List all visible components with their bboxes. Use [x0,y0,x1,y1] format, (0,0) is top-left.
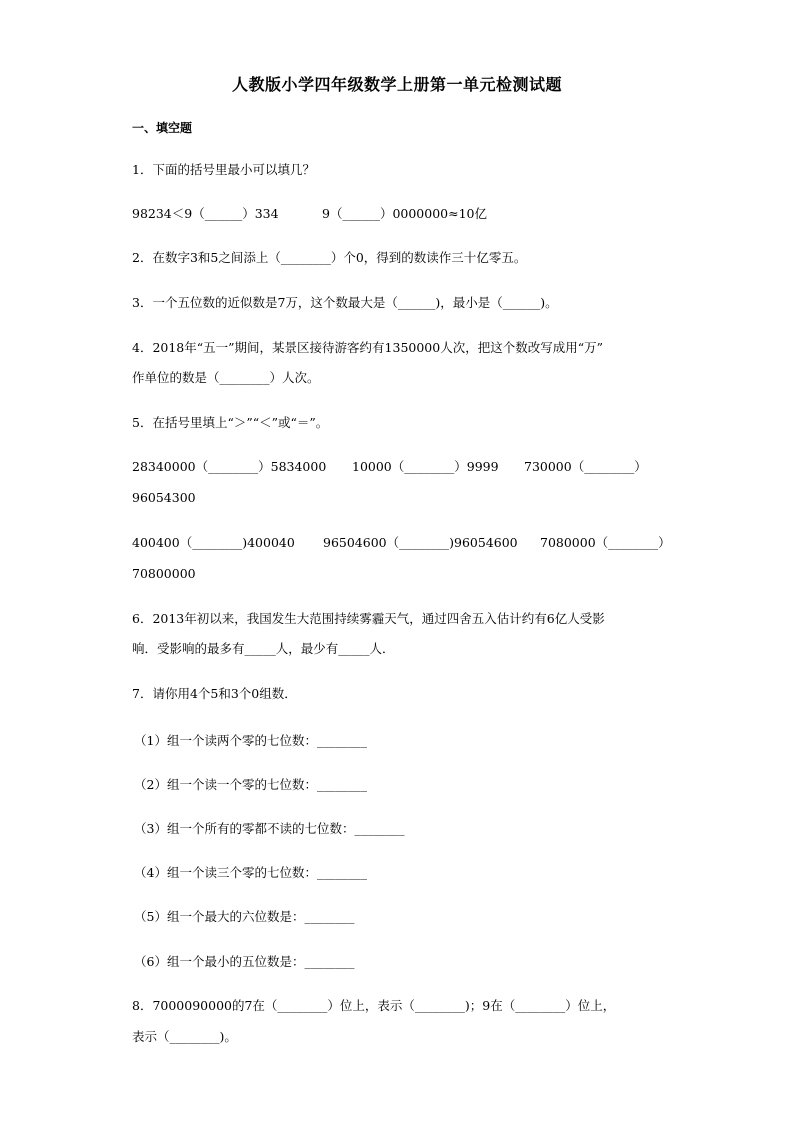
question-7-sub-1: （1）组一个读两个零的七位数：________ [134,733,367,748]
question-7-sub-3: （3）组一个所有的零都不读的七位数：________ [134,821,405,836]
question-7-sub-6: （6）组一个最小的五位数是：________ [134,954,355,969]
question-8-line-2: 表示（________)。 [132,1029,237,1044]
question-1-part-a: 98234＜9（______）334 [132,206,279,221]
question-5-row1-item-2: 10000（________）9999 [352,459,499,474]
question-5-row1-item-1: 28340000（________）5834000 [132,459,327,474]
question-1-stem: 1．下面的括号里最小可以填几？ [132,162,315,177]
question-5-stem: 5．在括号里填上“＞”“＜”或“＝”。 [132,415,329,430]
question-5-row2-item-1: 400400（________)400040 [132,535,295,550]
question-3-stem: 3．一个五位数的近似数是7万，这个数最大是（______)，最小是（______)。 [132,295,558,310]
section-heading: 一、填空题 [132,121,193,135]
question-7-sub-5: （5）组一个最大的六位数是：________ [134,909,355,924]
question-7-sub-4: （4）组一个读三个零的七位数：________ [134,865,367,880]
question-5-row1-wrap: 96054300 [132,490,196,505]
question-6-line-2: 响．受影响的最多有_____人，最少有_____人． [132,641,395,656]
question-7-stem: 7．请你用4个5和3个0组数． [132,686,297,701]
page-title: 人教版小学四年级数学上册第一单元检测试题 [231,75,562,94]
question-4-line-2: 作单位的数是（________）人次。 [132,370,320,385]
question-5-row2-item-2: 96504600（________)96054600 [323,535,518,550]
question-6-line-1: 6．2013年初以来，我国发生大范围持续雾霾天气，通过四舍五入估计约有6亿人受影 [132,611,605,626]
question-2-stem: 2．在数字3和5之间添上（________）个0，得到的数读作三十亿零五。 [132,250,527,265]
question-5-row1-item-3: 730000（________） [524,459,647,474]
question-7-sub-2: （2）组一个读一个零的七位数：________ [134,777,367,792]
question-5-row2-wrap: 70800000 [132,566,196,581]
question-8-line-1: 8．7000090000的7在（________）位上，表示（________)；9在（________）位上， [132,998,616,1013]
question-5-row2-item-3: 7080000（________） [540,535,671,550]
question-1-part-b: 9（______）0000000≈10亿 [322,206,488,221]
question-4-line-1: 4．2018年“五一”期间，某景区接待游客约有1350000人次，把这个数改写成用“万” [132,340,603,355]
